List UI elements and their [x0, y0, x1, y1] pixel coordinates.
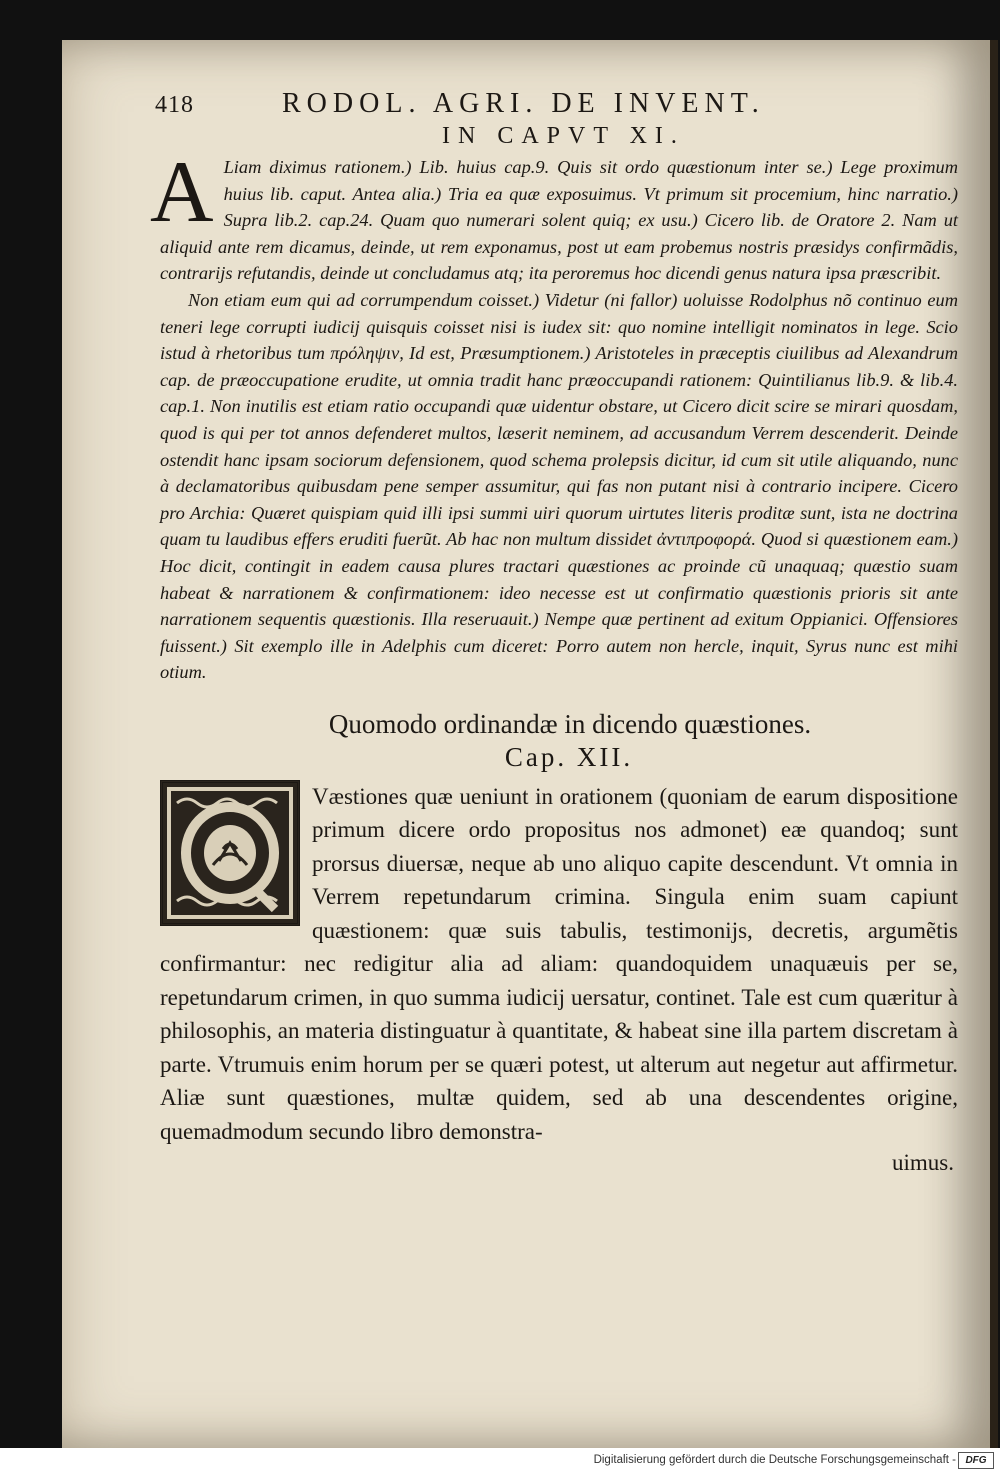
chapter-body-text: Væstiones quæ ueniunt in orationem (quoniam de earum dispositione primum dicere ordo propositus nos admonet) eæ quandoq; sunt prorsus diuersæ, neque ab uno aliquo capite descendunt. Vt omnia in Verrem repetundarum crimina. Singula enim suam capiunt quæstionem: quæ suis tabulis, testimonijs, decretis, argumẽtis confirmantur: nec redigitur alia ad aliam: quandoquidem unaquæuis per se, repetundarum crimen, in quo summa iudicij uersatur, continet. Tale est cum quæritur à philosophis, an materia distinguatur à quantitate, & habeat sine illa partem discretam à parte. Vtrumuis enim horum per se quæri potest, ut alterum aut negetur aut affirmetur. Aliæ sunt quæstiones, multæ quidem, sed ab una descendentes origine, quemadmodum secundo libro demonstra- — [160, 783, 958, 1144]
running-title: RODOL. AGRI. DE INVENT. — [282, 88, 765, 119]
page-number: 418 — [155, 92, 194, 118]
chapter-body — [160, 780, 958, 1149]
commentary-section — [150, 144, 958, 686]
commentary-paragraph-1: Liam diximus rationem.) Lib. huius cap.9. Quis sit ordo quæstionum inter se.) Lege proximum huius lib. caput. Antea alia.) Tria ea quæ exposuimus. Vt primum sit procemium, hinc narratio.) Supra lib.2. cap.24. Quam quo numerari solent quiq; ex usu.) Cicero lib. de Oratore 2. Nam ut aliquid ante rem dicamus, deinde, ut rem exponamus, post ut eam probemus nostris præsidys confirmãdis, contrarijs refutandis, deinde ut concludamus atq; ita peroremus hoc dicendi genus natura ipsa præscribit. — [160, 157, 958, 284]
chapter-title: Quomodo ordinandæ in dicendo quæstiones. — [328, 708, 812, 739]
dfg-logo-icon: DFG — [958, 1452, 994, 1469]
running-header — [155, 88, 958, 122]
commentary-heading: IN CAPVT XI. — [442, 123, 685, 149]
initial-letter-a: A — [150, 144, 214, 241]
chapter-number: Cap. XII. — [504, 741, 634, 772]
catchword: uimus. — [892, 1150, 954, 1176]
digitization-footer — [0, 1448, 1000, 1472]
commentary-paragraph-2: Non etiam eum qui ad corrumpendum coisset.) Videtur (ni fallor) uoluisse Rodolphus nõ continuo eum teneri lege corrupti iudicij quisquis coisset nisi is iudex sit: quo nomine intelligit nominatos in lege. Scio istud à rhetoribus tum πρόληψιν, Id est, Præsumptionem.) Aristoteles in præceptis ciuilibus ad Alexandrum cap. de præoccupatione erudite, ut omnia tradit hanc præoccupandi rationem: Quintilianus lib.9. & lib.4. cap.1. Non inutilis est etiam ratio occupandi quæ uidentur obstare, ut Cicero dicit scire se mirari quosdam, quod is qui per tot annos defenderet multos, læserit neminem, ad accusandum Verrem descenderit. Deinde ostendit hanc ipsam sociorum defensionem, quod schema prolepsis dicitur, id cum sit utile aliquando, nunc à declamatoribus quibusdam pene semper assumitur, qui fas non putant nisi à contrario incipere. Cicero pro Archia: Quæret quispiam quid illi ipsi summi uiri quorum uirtutes literis proditæ sunt, ista ne doctrina quam tu laudibus effers eruditi fuerũt. Ab hac non multum dissidet ἀντιπροφορά. Quod si quæstionem eam.) Hoc dicit, contingit in eadem causa plures tractari quæstiones ac proinde cũ unaquaq; quæstio suam habeat & narrationem & confirmationem: ideo necesse est ut confirmatio quæstionis prioris sit ante narrationem sequentis quæstionis. Illa reseruauit.) Nempe quæ pertinent ad exitum Oppianici. Offensiores fuissent.) Sit exemplo ille in Adelphis cum diceret: Porro autem non hercle, inquit, Syrus nunc est mihi otium. — [160, 289, 958, 683]
page-text-block — [150, 88, 958, 1178]
book-page — [62, 40, 998, 1448]
decorated-initial-q-icon — [160, 780, 300, 926]
funding-credit: Digitalisierung gefördert durch die Deutsche Forschungsgemeinschaft - — [593, 1454, 956, 1466]
